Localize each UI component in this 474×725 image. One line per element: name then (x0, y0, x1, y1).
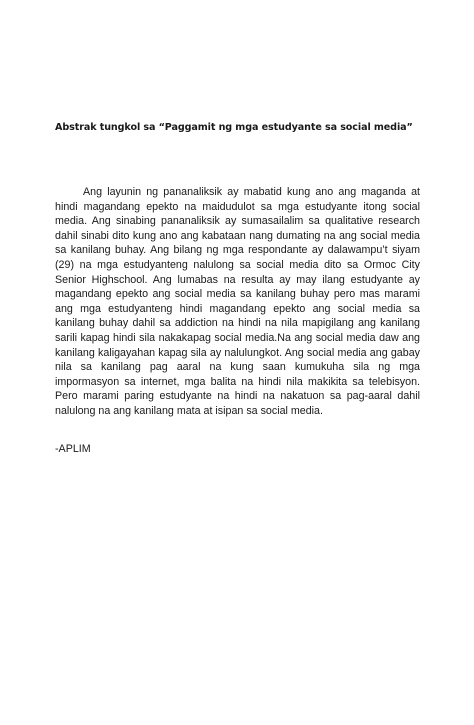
document-title: Abstrak tungkol sa “Paggamit ng mga estudyante sa social media” (55, 122, 413, 133)
author-signature: -APLIM (55, 443, 91, 455)
abstract-paragraph: Ang layunin ng pananaliksik ay mabatid kung ano ang maganda at hindi magandang epekto na maidudulot sa mga estudyante itong social media. Ang sinabing pananaliksik ay sumasailalim sa qualitative research dahil sinabi dito kung ano ang kabataan nang dumating na ang social media sa kanilang buhay. Ang bilang ng mga respondante ay dalawampu’t siyam (29) na mga estudyanteng nalulong sa social media dito sa Ormoc City Senior Highschool. Ang lumabas na resulta ay may ilang estudyante ay magandang epekto ang social media sa kanilang buhay pero mas marami ang mga estudyanteng hindi magandang epekto ang social media sa kanilang buhay dahil sa addiction na hindi na nila mapigilang ang kanilang sarili kapag hindi sila nakakapag social media.Na ang social media daw ang kanilang kaligayahan kapag sila ay nalulungkot. Ang social media ang gabay nila sa kanilang pag aaral na kung saan kumukuha sila ng mga impormasyon sa internet, mga balita na hindi nila makikita sa telebisyon. Pero marami paring estudyante na hindi na nakatuon sa pag-aaral dahil nalulong na ang kanilang mata at isipan sa social media. (55, 186, 420, 417)
